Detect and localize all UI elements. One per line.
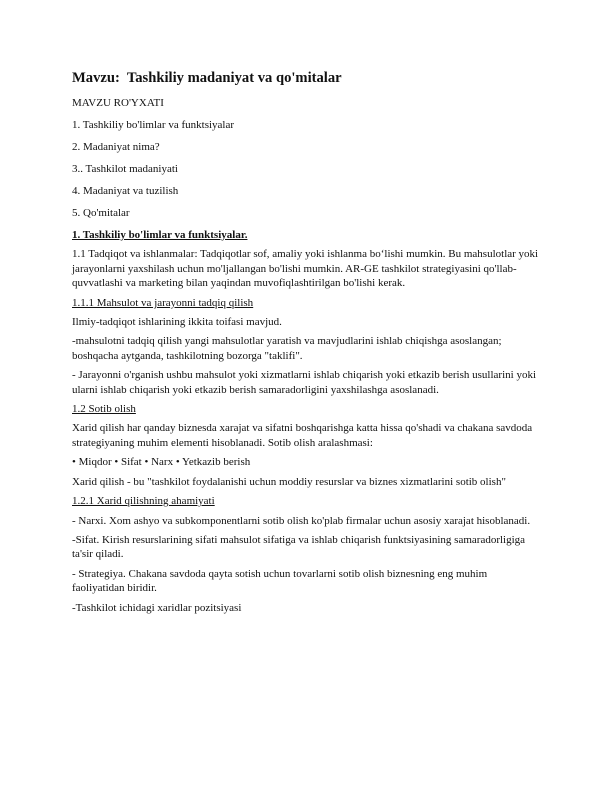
paragraph-purchasing: Xarid qilish har qanday biznesda xarajat va sifatni boshqarishga katta hissa qo'shadi va chakana savdoda strategiyaning muhim elementi hisoblanadi. Sotib olish aralashmasi: [72, 422, 533, 449]
toc-item-2: 2. Madaniyat nima? [72, 141, 160, 153]
section-heading-1: 1. Tashkiliy bo'limlar va funktsiyalar. [72, 229, 248, 241]
toc-item-1: 1. Tashkiliy bo'limlar va funktsiyalar [72, 119, 235, 131]
paragraph-purchasing-definition: Xarid qilish - bu "tashkilot foydalanishi uchun moddiy resurslar va biznes xizmatlarini sotib olish" [72, 475, 506, 488]
subheading-1-2: 1.2 Sotib olish [72, 403, 136, 416]
paragraph-position: -Tashkilot ichidagi xaridlar pozitsiyasi [72, 601, 242, 614]
subheading-1-2-1: 1.2.1 Xarid qilishning ahamiyati [72, 495, 215, 508]
paragraph-quality: -Sifat. Kirish resurslarining sifati mahsulot sifatiga va ishlab chiqarish funktsiyasining samaradorligiga ta'sir qiladi. [72, 533, 526, 561]
toc-item-5: 5. Qo'mitalar [72, 207, 130, 219]
toc-item-3: 3.. Tashkilot madaniyati [72, 163, 178, 175]
paragraph-research-types: Ilmiy-tadqiqot ishlarining ikkita toifasi mavjud. [72, 316, 282, 329]
paragraph-strategy: - Strategiya. Chakana savdoda qayta sotish uchun tovarlarni sotib olish biznesning eng muhim faoliyatidan biridir. [72, 567, 488, 595]
paragraph-price: - Narxi. Xom ashyo va subkomponentlarni sotib olish ko'plab firmalar uchun asosiy xarajat hisoblanadi. [72, 514, 531, 527]
toc-item-4: 4. Madaniyat va tuzilish [72, 185, 179, 197]
paragraph-purchasing-mix: • Miqdor • Sifat • Narx • Yetkazib berish [72, 456, 251, 469]
paragraph-1-1: 1.1 Tadqiqot va ishlanmalar: Tadqiqotlar sof, amaliy yoki ishlanma bo‘lishi mumkin. Bu mahsulotlar yoki jarayonlarni yaxshilash uchun mo'ljallangan bo'lishi mumkin. AR-GE tashkilot strategiyasini qo'llab-quvvatlashi va marketing bilan yaqindan muvofiqlashtirilgan bo'lishi kerak. [72, 248, 539, 290]
document-page [72, 70, 542, 620]
document-title: Mavzu: Tashkiliy madaniyat va qo'mitalar [72, 70, 342, 86]
subheading-1-1-1: 1.1.1 Mahsulot va jarayonni tadqiq qilish [72, 296, 254, 309]
toc-heading: MAVZU RO'YXATI [72, 97, 164, 109]
paragraph-product-research: -mahsulotni tadqiq qilish yangi mahsulotlar yaratish va mavjudlarini ishlab chiqishga asoslangan; boshqacha aytganda, tashkilotning bozorga "taklifi". [72, 335, 502, 362]
paragraph-process-research: - Jarayonni o'rganish ushbu mahsulot yoki xizmatlarni ishlab chiqarish yoki etkazib berish usullarini yoki ularni ishlab chiqarish yoki etkazib berish samaradorligini yaxshilashga asoslanadi. [72, 369, 537, 396]
